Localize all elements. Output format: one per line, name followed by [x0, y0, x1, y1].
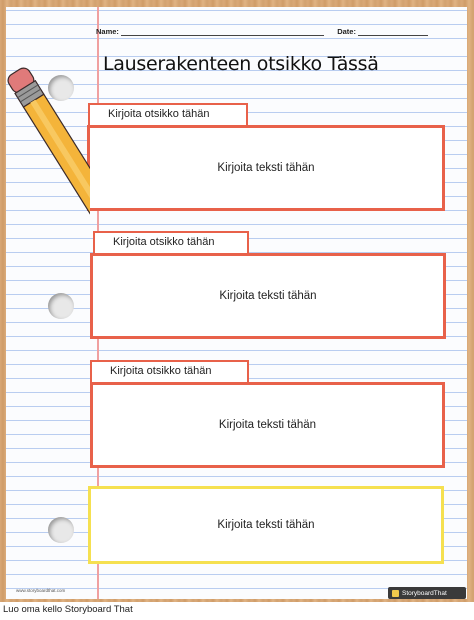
date-label: Date:	[337, 27, 356, 36]
pencil-icon	[0, 0, 90, 290]
name-date-row	[96, 27, 428, 36]
section-heading-1: Kirjoita otsikko tähän	[88, 103, 248, 125]
section-body-1: Kirjoita teksti tähän	[87, 125, 445, 211]
logo-text: StoryboardThat	[402, 589, 447, 597]
storyboardthat-logo	[388, 587, 466, 599]
footer-caption: Luo oma kello Storyboard That	[3, 604, 133, 615]
section-body-2: Kirjoita teksti tähän	[90, 253, 446, 339]
binder-hole-icon	[48, 293, 74, 319]
name-field[interactable]	[121, 27, 324, 36]
section-heading-3: Kirjoita otsikko tähän	[90, 360, 249, 382]
logo-icon	[392, 590, 399, 597]
page-title: Lauserakenteen otsikko Tässä	[103, 53, 379, 75]
name-label: Name:	[96, 27, 119, 36]
binder-hole-icon	[48, 517, 74, 543]
date-field[interactable]	[358, 27, 428, 36]
section-body-4: Kirjoita teksti tähän	[88, 486, 444, 564]
section-body-3: Kirjoita teksti tähän	[90, 382, 445, 468]
section-heading-2: Kirjoita otsikko tähän	[93, 231, 249, 253]
watermark-url: www.storyboardthat.com	[16, 588, 66, 593]
